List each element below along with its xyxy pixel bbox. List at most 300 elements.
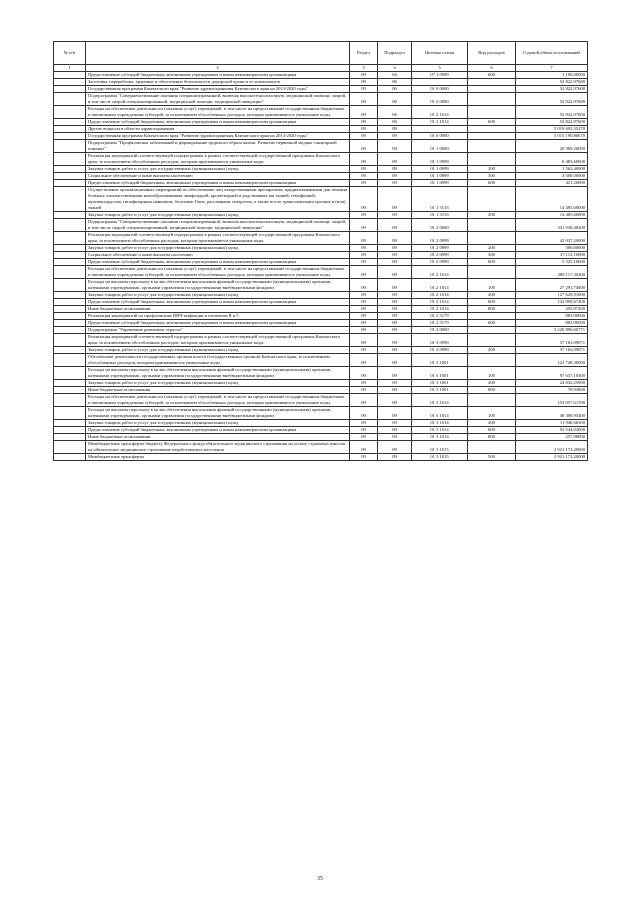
row-article-cell: 01 2 1014 xyxy=(412,306,468,313)
row-amount-cell: 27 291,74600 xyxy=(516,279,588,292)
row-amount-cell: 121 748,30000 xyxy=(516,354,588,367)
header-no: № п/п xyxy=(54,42,86,65)
table-row xyxy=(54,354,588,367)
row-expense-type-cell: 200 xyxy=(468,380,516,387)
row-section-cell: 09 xyxy=(350,380,378,387)
row-number-cell xyxy=(54,133,86,140)
row-expense-type-cell xyxy=(468,86,516,93)
row-article-cell: 01 3 1001 xyxy=(412,354,468,367)
row-article-cell: 01 2 0999 xyxy=(412,252,468,259)
table-row xyxy=(54,232,588,245)
table-row xyxy=(54,380,588,387)
row-subsection-cell: 09 xyxy=(378,327,412,334)
table-row xyxy=(54,327,588,334)
row-section-cell: 09 xyxy=(350,454,378,461)
row-expense-type-cell xyxy=(468,394,516,407)
row-article-cell: 01 2 5179 xyxy=(412,313,468,320)
row-subsection-cell: 09 xyxy=(378,320,412,327)
row-number-cell xyxy=(54,173,86,180)
row-name-cell: Подпрограмма "Совершенствование оказания специализированной, включая высокотехнологичную, медицинской помощи, скорой, в том числе скорой специализированной, медицинской помощи, медицинской эвакуации" xyxy=(86,93,350,106)
row-name-cell: Реализация мероприятий соответствующей подпрограммы в рамках соответствующей государственной программы Камчатского края, за исключением обособленных расходов, которым присваиваются уникальные коды xyxy=(86,232,350,245)
row-article-cell: 01 2 0999 xyxy=(412,259,468,266)
row-number-cell xyxy=(54,320,86,327)
row-amount-cell: 52 822,97600 xyxy=(516,86,588,93)
row-number-cell xyxy=(54,266,86,279)
row-subsection-cell: 09 xyxy=(378,279,412,292)
row-section-cell: 09 xyxy=(350,313,378,320)
table-row xyxy=(54,140,588,153)
table-body xyxy=(54,72,588,461)
row-amount-cell: 5 015 190,80670 xyxy=(516,133,588,140)
column-number: 5 xyxy=(412,65,468,72)
row-section-cell: 09 xyxy=(350,173,378,180)
row-expense-type-cell xyxy=(468,79,516,86)
row-amount-cell: 153 057,61700 xyxy=(516,394,588,407)
row-name-cell: Закупка товаров, работ и услуг для государственных (муниципальных) нужд xyxy=(86,420,350,427)
row-amount-cell: 331 938,40200 xyxy=(516,219,588,232)
row-number-cell xyxy=(54,387,86,394)
row-amount-cell: 6 483,60000 xyxy=(516,153,588,166)
row-section-cell: 09 xyxy=(350,441,378,454)
row-expense-type-cell xyxy=(468,106,516,119)
table-row xyxy=(54,106,588,119)
row-name-cell: Реализация мероприятий соответствующей подпрограммы в рамках соответствующей государственной программы Камчатского края, за исключением обособленных расходов, которым присваиваются уникальные коды xyxy=(86,153,350,166)
row-subsection-cell: 09 xyxy=(378,252,412,259)
row-number-cell xyxy=(54,187,86,212)
row-name-cell: Иные бюджетные ассигнования xyxy=(86,387,350,394)
budget-table xyxy=(53,41,588,461)
row-section-cell: 09 xyxy=(350,394,378,407)
row-subsection-cell: 09 xyxy=(378,354,412,367)
row-subsection-cell: 06 xyxy=(378,106,412,119)
row-number-cell xyxy=(54,252,86,259)
row-section-cell: 09 xyxy=(350,119,378,126)
row-name-cell: Предоставление субсидий бюджетным, автономным учреждениям и иным некоммерческим организациям xyxy=(86,259,350,266)
row-number-cell xyxy=(54,427,86,434)
row-number-cell xyxy=(54,441,86,454)
row-number-cell xyxy=(54,434,86,441)
row-name-cell: Иные бюджетные ассигнования xyxy=(86,434,350,441)
row-number-cell xyxy=(54,313,86,320)
table-row xyxy=(54,153,588,166)
table-row xyxy=(54,187,588,212)
row-amount-cell: 52 822,97600 xyxy=(516,119,588,126)
row-expense-type-cell: 800 xyxy=(468,387,516,394)
row-article-cell: 01 3 1001 xyxy=(412,380,468,387)
row-subsection-cell: 09 xyxy=(378,299,412,306)
row-article-cell: 01 3 0999 xyxy=(412,347,468,354)
row-name-cell: Подпрограмма "Совершенствование оказания специализированной, включая высокотехнологичную, медицинской помощи, скорой, в том числе скорой специализированной, медицинской помощи, медицинской эвакуации" xyxy=(86,219,350,232)
row-subsection-cell: 09 xyxy=(378,441,412,454)
row-article-cell: 01 2 0999 xyxy=(412,245,468,252)
row-article-cell: 01 3 0000 xyxy=(412,327,468,334)
column-number: 6 xyxy=(468,65,516,72)
table-row xyxy=(54,180,588,187)
row-name-cell: Расходы на выплаты персоналу в целях обеспечения выполнения функций государственными (муниципальными) органами, казенными учреждениями, органами управления государственными внебюджетными фондами xyxy=(86,279,350,292)
row-subsection-cell: 09 xyxy=(378,180,412,187)
header-section: Раздел xyxy=(350,42,378,65)
row-article-cell: 01 1 0999 xyxy=(412,180,468,187)
table-row xyxy=(54,166,588,173)
table-row xyxy=(54,306,588,313)
row-article-cell: 01 1 5133 xyxy=(412,212,468,219)
row-amount-cell: 97 637,10300 xyxy=(516,367,588,380)
row-subsection-cell: 09 xyxy=(378,420,412,427)
row-name-cell: Социальное обеспечение и иные выплаты населению xyxy=(86,173,350,180)
row-name-cell: Закупка товаров, работ и услуг для государственных (муниципальных) нужд xyxy=(86,245,350,252)
row-section-cell: 09 xyxy=(350,266,378,279)
row-article-cell: 01 3 1014 xyxy=(412,394,468,407)
row-expense-type-cell: 200 xyxy=(468,420,516,427)
row-subsection-cell: 09 xyxy=(378,259,412,266)
row-amount-cell: 3 220 896,60771 xyxy=(516,327,588,334)
table-row xyxy=(54,299,588,306)
row-article-cell: 01 1 5133 xyxy=(412,187,468,212)
row-name-cell: Подпрограмма "Профилактика заболеваний и формирование здорового образа жизни. Развитие первичной медико-санитарной помощи" xyxy=(86,140,350,153)
header-row xyxy=(54,42,588,65)
row-article-cell: 01 2 5179 xyxy=(412,320,468,327)
row-subsection-cell: 09 xyxy=(378,292,412,299)
row-name-cell: Закупка товаров, работ и услуг для государственных (муниципальных) нужд xyxy=(86,212,350,219)
row-amount-cell: 883,90000 xyxy=(516,320,588,327)
row-name-cell: Предоставление субсидий бюджетным, автономным учреждениям и иным некоммерческим организациям xyxy=(86,119,350,126)
header-name xyxy=(86,42,350,65)
row-section-cell: 09 xyxy=(350,187,378,212)
row-article-cell: 01 3 1015 xyxy=(412,454,468,461)
column-number: 4 xyxy=(378,65,412,72)
row-article-cell: 01 3 0999 xyxy=(412,334,468,347)
table-row xyxy=(54,266,588,279)
row-amount-cell: 421,20000 xyxy=(516,180,588,187)
row-number-cell xyxy=(54,153,86,166)
row-subsection-cell: 09 xyxy=(378,380,412,387)
table-row xyxy=(54,86,588,93)
row-article-cell: 01 2 0000 xyxy=(412,93,468,106)
row-section-cell: 09 xyxy=(350,367,378,380)
header-amount: Годовой объем ассигнований xyxy=(516,42,588,65)
row-expense-type-cell xyxy=(468,441,516,454)
row-article-cell: 01 3 1015 xyxy=(412,441,468,454)
row-amount-cell: 11 946,66300 xyxy=(516,420,588,427)
row-expense-type-cell: 600 xyxy=(468,180,516,187)
row-amount-cell: 24 032,25900 xyxy=(516,380,588,387)
table-row xyxy=(54,427,588,434)
row-number-cell xyxy=(54,334,86,347)
header-expense-type: Вид расходов xyxy=(468,42,516,65)
row-subsection-cell: 09 xyxy=(378,394,412,407)
row-section-cell: 09 xyxy=(350,407,378,420)
row-number-cell xyxy=(54,259,86,266)
row-name-cell: Расходы на выплаты персоналу в целях обеспечения выполнения функций государственными (муниципальными) органами, казенными учреждениями, органами управления государственными внебюджетными фондами xyxy=(86,367,350,380)
row-amount-cell: 37 163,99071 xyxy=(516,334,588,347)
row-subsection-cell: 06 xyxy=(378,119,412,126)
row-number-cell xyxy=(54,232,86,245)
row-number-cell xyxy=(54,126,86,133)
row-name-cell: Расходы на выплаты персоналу в целях обеспечения выполнения функций государственными (муниципальными) органами, казенными учреждениями, органами управления государственными внебюджетными фондами xyxy=(86,407,350,420)
row-number-cell xyxy=(54,212,86,219)
row-amount-cell: 295,97200 xyxy=(516,306,588,313)
row-number-cell xyxy=(54,140,86,153)
table-row xyxy=(54,434,588,441)
row-name-cell: Предоставление субсидий бюджетным, автономным учреждениям и иным некоммерческим организациям xyxy=(86,180,350,187)
row-expense-type-cell xyxy=(468,126,516,133)
row-amount-cell: 78,93800 xyxy=(516,387,588,394)
row-expense-type-cell: 300 xyxy=(468,252,516,259)
row-subsection-cell: 09 xyxy=(378,219,412,232)
row-amount-cell: 42 937,20000 xyxy=(516,232,588,245)
row-expense-type-cell: 200 xyxy=(468,166,516,173)
row-expense-type-cell xyxy=(468,153,516,166)
row-subsection-cell: 09 xyxy=(378,133,412,140)
row-amount-cell: 257,98000 xyxy=(516,434,588,441)
header-article: Целевая статья xyxy=(412,42,468,65)
row-amount-cell: 300,00000 xyxy=(516,245,588,252)
row-expense-type-cell: 100 xyxy=(468,367,516,380)
table-row xyxy=(54,219,588,232)
row-article-cell: 01 3 1014 xyxy=(412,434,468,441)
row-number-cell xyxy=(54,93,86,106)
table-row xyxy=(54,93,588,106)
row-number-cell xyxy=(54,420,86,427)
row-section-cell: 09 xyxy=(350,420,378,427)
row-number-cell xyxy=(54,367,86,380)
row-expense-type-cell xyxy=(468,219,516,232)
row-expense-type-cell: 600 xyxy=(468,427,516,434)
row-section-cell: 09 xyxy=(350,180,378,187)
row-article-cell: 01 0 0000 xyxy=(412,86,468,93)
row-amount-cell: 127 629,91000 xyxy=(516,292,588,299)
row-subsection-cell: 06 xyxy=(378,86,412,93)
row-article-cell: 01 1 0999 xyxy=(412,166,468,173)
row-name-cell: Обеспечение деятельности государственных органов власти (государственных органов) Камчатского края, за исключением обособленных расходов, которым присваиваются уникальные коды xyxy=(86,354,350,367)
row-section-cell: 09 xyxy=(350,299,378,306)
header-subsection: Подраздел xyxy=(378,42,412,65)
row-amount-cell: 92 544,02000 xyxy=(516,427,588,434)
row-number-cell xyxy=(54,394,86,407)
row-expense-type-cell xyxy=(468,93,516,106)
column-number: 3 xyxy=(350,65,378,72)
row-subsection-cell: 09 xyxy=(378,434,412,441)
row-subsection-cell: 09 xyxy=(378,153,412,166)
column-number: 2 xyxy=(86,65,350,72)
row-subsection-cell: 09 xyxy=(378,212,412,219)
row-name-cell: Предоставление субсидий бюджетным, автономным учреждениям и иным некоммерческим организациям xyxy=(86,72,350,79)
table-row xyxy=(54,279,588,292)
row-name-cell: Закупка товаров, работ и услуг для государственных (муниципальных) нужд xyxy=(86,347,350,354)
table-row xyxy=(54,259,588,266)
row-name-cell: Закупка товаров, работ и услуг для государственных (муниципальных) нужд xyxy=(86,380,350,387)
row-amount-cell: 1 100,00000 xyxy=(516,72,588,79)
row-name-cell: Иные бюджетные ассигнования xyxy=(86,306,350,313)
row-subsection-cell: 09 xyxy=(378,126,412,133)
row-article-cell: 01 2 1014 xyxy=(412,292,468,299)
row-expense-type-cell xyxy=(468,334,516,347)
row-number-cell xyxy=(54,79,86,86)
row-article-cell: 01 2 1014 xyxy=(412,266,468,279)
row-number-cell xyxy=(54,380,86,387)
row-expense-type-cell xyxy=(468,313,516,320)
row-section-cell: 09 xyxy=(350,427,378,434)
row-number-cell xyxy=(54,306,86,313)
row-subsection-cell: 09 xyxy=(378,454,412,461)
row-name-cell: Расходы на обеспечение деятельности (оказание услуг) учреждений, в том числе на предоставление государственным бюджетным и автономным учреждениям субсидий, за исключением обособленных расходов, которым присваиваются уникальные коды xyxy=(86,266,350,279)
row-number-cell xyxy=(54,119,86,126)
row-amount-cell: 52 822,97600 xyxy=(516,93,588,106)
row-expense-type-cell: 800 xyxy=(468,434,516,441)
row-subsection-cell: 09 xyxy=(378,367,412,380)
row-section-cell: 09 xyxy=(350,252,378,259)
row-expense-type-cell xyxy=(468,232,516,245)
table-row xyxy=(54,320,588,327)
row-name-cell: Осуществление организационных мероприятий по обеспечению лиц лекарственными препаратами, предназначенными для лечения больных злокачественными новообразованиями лимфоидной, кроветворной и родственных им тканей, гемофилией, муковисцидозом, гипофизарным нанизмом, болезнью Гоше, рассеянным склерозом, а также после трансплантации органов и (или) тканей xyxy=(86,187,350,212)
row-subsection-cell: 09 xyxy=(378,266,412,279)
table-row xyxy=(54,313,588,320)
row-name-cell: Предоставление субсидий бюджетным, автономным учреждениям и иным некоммерческим организациям xyxy=(86,427,350,434)
row-article-cell: 01 3 1014 xyxy=(412,427,468,434)
row-subsection-cell: 09 xyxy=(378,407,412,420)
row-section-cell: 09 xyxy=(350,140,378,153)
row-name-cell: Заготовка, переработка, хранение и обеспечение безопасности донорской крови и ее компонентов xyxy=(86,79,350,86)
row-subsection-cell: 09 xyxy=(378,187,412,212)
row-article-cell xyxy=(412,79,468,86)
row-subsection-cell: 06 xyxy=(378,79,412,86)
row-section-cell: 09 xyxy=(350,334,378,347)
table-row xyxy=(54,212,588,219)
row-section-cell: 09 xyxy=(350,106,378,119)
column-number: 7 xyxy=(516,65,588,72)
row-article-cell: 01 3 1001 xyxy=(412,367,468,380)
row-amount-cell: 5 525,10000 xyxy=(516,259,588,266)
row-name-cell: Другие вопросы в области здравоохранения xyxy=(86,126,350,133)
row-article-cell: 01 1 0999 xyxy=(412,153,468,166)
row-section-cell: 09 xyxy=(350,434,378,441)
row-section-cell: 09 xyxy=(350,93,378,106)
row-amount-cell: 14 485,60000 xyxy=(516,187,588,212)
row-amount-cell: 14 485,60000 xyxy=(516,212,588,219)
row-number-cell xyxy=(54,106,86,119)
row-amount-cell: 20 969,20000 xyxy=(516,140,588,153)
row-section-cell: 09 xyxy=(350,166,378,173)
row-subsection-cell: 09 xyxy=(378,334,412,347)
row-expense-type-cell: 600 xyxy=(468,72,516,79)
row-amount-cell: 2 921 173,20000 xyxy=(516,454,588,461)
row-subsection-cell: 09 xyxy=(378,427,412,434)
row-name-cell: Предоставление субсидий бюджетным, автономным учреждениям и иным некоммерческим организациям xyxy=(86,320,350,327)
row-number-cell xyxy=(54,347,86,354)
row-section-cell: 09 xyxy=(350,86,378,93)
row-section-cell: 09 xyxy=(350,79,378,86)
row-amount-cell: 37 112,10000 xyxy=(516,252,588,259)
row-article-cell xyxy=(412,126,468,133)
row-name-cell: Закупка товаров, работ и услуг для государственных (муниципальных) нужд xyxy=(86,292,350,299)
row-subsection-cell: 09 xyxy=(378,306,412,313)
column-number-row xyxy=(54,65,588,72)
table-row xyxy=(54,126,588,133)
row-article-cell: 01 3 1014 xyxy=(412,420,468,427)
row-expense-type-cell xyxy=(468,266,516,279)
row-article-cell: 01 2 0999 xyxy=(412,232,468,245)
row-name-cell: Реализация мероприятий по профилактике ВИЧ-инфекции и гепатитов В и С xyxy=(86,313,350,320)
row-expense-type-cell: 600 xyxy=(468,320,516,327)
table-row xyxy=(54,292,588,299)
row-article-cell: 07 1 0999 xyxy=(412,72,468,79)
row-article-cell: 01 2 1014 xyxy=(412,119,468,126)
row-expense-type-cell xyxy=(468,327,516,334)
row-article-cell: 01 0 0000 xyxy=(412,133,468,140)
row-subsection-cell: 09 xyxy=(378,313,412,320)
page-number: 35 xyxy=(317,876,323,882)
row-expense-type-cell xyxy=(468,187,516,212)
table-row xyxy=(54,407,588,420)
row-expense-type-cell: 300 xyxy=(468,173,516,180)
row-section-cell: 09 xyxy=(350,245,378,252)
row-subsection-cell: 09 xyxy=(378,140,412,153)
row-subsection-cell: 04 xyxy=(378,72,412,79)
row-name-cell: Межбюджетные трансферты xyxy=(86,454,350,461)
row-name-cell: Социальное обеспечение и иные выплаты населению xyxy=(86,252,350,259)
row-section-cell: 09 xyxy=(350,126,378,133)
table-row xyxy=(54,245,588,252)
row-article-cell: 01 2 1014 xyxy=(412,279,468,292)
row-section-cell: 09 xyxy=(350,259,378,266)
row-amount-cell: 48 308,95400 xyxy=(516,407,588,420)
row-number-cell xyxy=(54,180,86,187)
row-subsection-cell: 09 xyxy=(378,232,412,245)
row-expense-type-cell xyxy=(468,140,516,153)
table-row xyxy=(54,133,588,140)
row-amount-cell: 4 500,00000 xyxy=(516,173,588,180)
row-section-cell: 09 xyxy=(350,232,378,245)
row-section-cell: 09 xyxy=(350,133,378,140)
row-section-cell: 09 xyxy=(350,72,378,79)
row-amount-cell: 1 562,40000 xyxy=(516,166,588,173)
row-expense-type-cell: 800 xyxy=(468,306,516,313)
row-amount-cell: 37 163,99071 xyxy=(516,347,588,354)
row-section-cell: 09 xyxy=(350,354,378,367)
row-expense-type-cell: 100 xyxy=(468,279,516,292)
table-row xyxy=(54,387,588,394)
row-section-cell: 09 xyxy=(350,306,378,313)
row-number-cell xyxy=(54,219,86,232)
row-amount-cell: 288 117,30200 xyxy=(516,266,588,279)
row-number-cell xyxy=(54,327,86,334)
row-article-cell: 01 1 0000 xyxy=(412,140,468,153)
row-name-cell: Расходы на обеспечение деятельности (оказание услуг) учреждений, в том числе на предоставление государственным бюджетным и автономным учреждениям субсидий, за исключением обособленных расходов, которым присваиваются уникальные коды xyxy=(86,106,350,119)
table-header xyxy=(54,42,588,72)
column-number: 1 xyxy=(54,65,86,72)
row-expense-type-cell: 200 xyxy=(468,347,516,354)
row-subsection-cell: 09 xyxy=(378,166,412,173)
table-row xyxy=(54,420,588,427)
table-row xyxy=(54,394,588,407)
row-expense-type-cell: 200 xyxy=(468,212,516,219)
row-number-cell xyxy=(54,166,86,173)
row-number-cell xyxy=(54,454,86,461)
row-number-cell xyxy=(54,72,86,79)
row-section-cell: 09 xyxy=(350,279,378,292)
row-name-cell: Реализация мероприятий соответствующей подпрограммы в рамках соответствующей государственной программы Камчатского края, за исключением обособленных расходов, которым присваиваются уникальные коды xyxy=(86,334,350,347)
row-article-cell: 01 1 0999 xyxy=(412,173,468,180)
row-expense-type-cell: 600 xyxy=(468,119,516,126)
row-amount-cell: 52 822,97600 xyxy=(516,106,588,119)
table-row xyxy=(54,119,588,126)
row-expense-type-cell: 200 xyxy=(468,245,516,252)
row-article-cell: 01 2 1014 xyxy=(412,106,468,119)
row-section-cell: 09 xyxy=(350,347,378,354)
row-number-cell xyxy=(54,279,86,292)
row-subsection-cell: 09 xyxy=(378,387,412,394)
row-name-cell: Предоставление субсидий бюджетным, автономным учреждениям и иным некоммерческим организациям xyxy=(86,299,350,306)
